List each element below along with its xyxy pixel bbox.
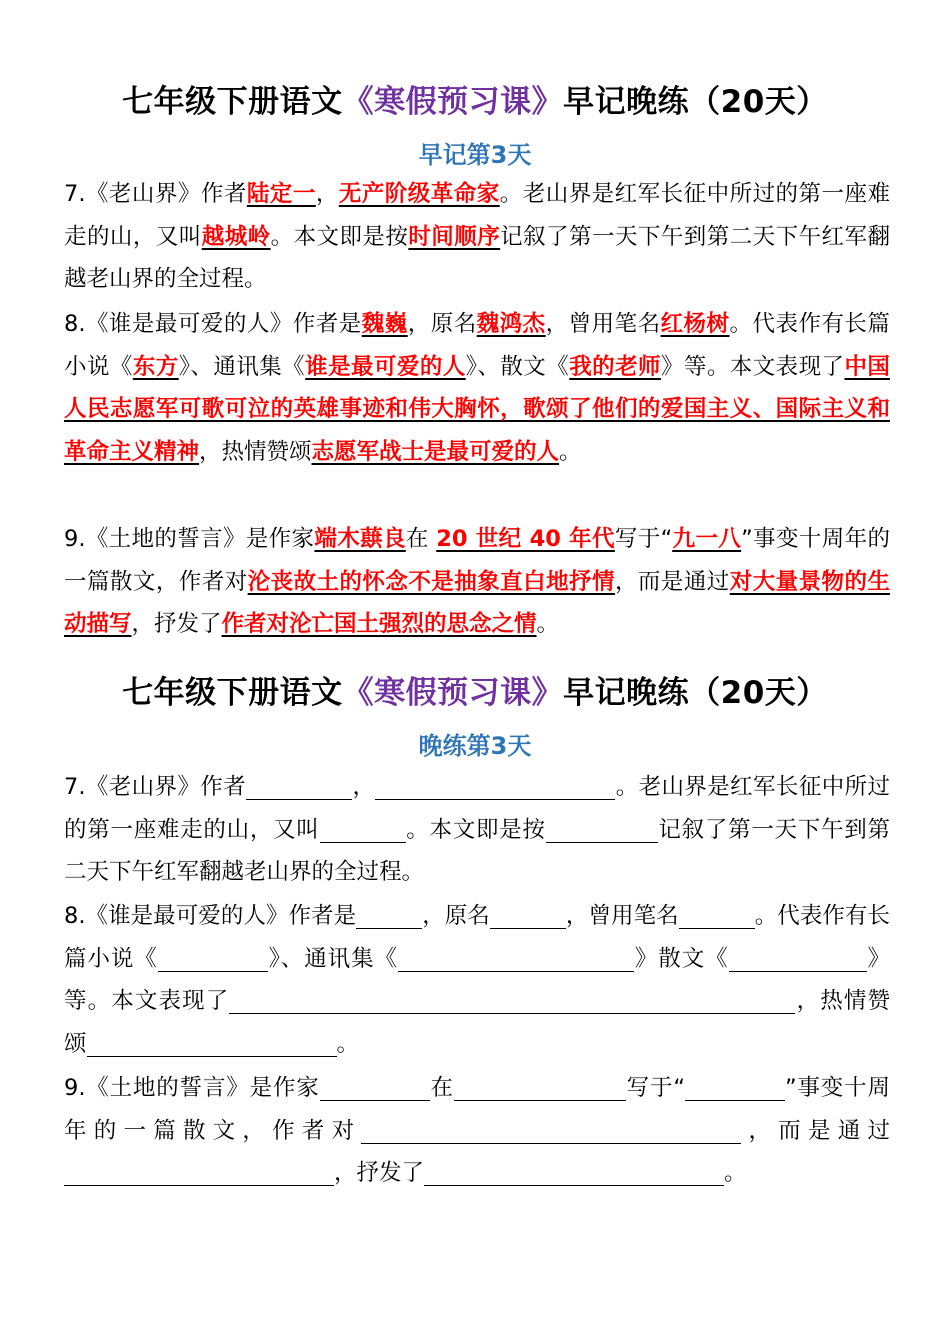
text: 。本文即是按 (270, 223, 409, 250)
answer-blank[interactable] (679, 902, 755, 929)
title-prefix: 七年级下册语文 (122, 675, 343, 711)
answer: 我的老师 (569, 353, 661, 380)
page-title (0, 76, 950, 121)
evening-question-9 (64, 1067, 890, 1195)
answer: 越城岭 (201, 223, 271, 250)
text: 9.《土地的誓言》是作家 (64, 1075, 320, 1101)
answer: 作者对沦亡国土强烈的思念之情 (221, 611, 537, 637)
answer: 魏巍 (361, 311, 408, 337)
text: ，曾用笔名 (545, 311, 661, 337)
title-prefix: 七年级下册语文 (122, 84, 343, 120)
title-course: 《寒假预习课》 (342, 675, 564, 711)
answer-blank[interactable] (454, 1074, 626, 1101)
text: ”事变十周年的一篇散文，作者对 (64, 526, 890, 595)
text: 》等。本文表现了 (64, 945, 890, 1014)
text: ，抒发了 (131, 611, 222, 637)
text: ， (315, 181, 339, 207)
text: 。 (724, 1160, 747, 1186)
title-course: 《寒假预习课》 (342, 84, 564, 120)
answer-blank[interactable] (490, 902, 566, 929)
answer-blank[interactable] (424, 1159, 724, 1186)
answer-blank[interactable] (398, 945, 634, 972)
answer: 20 世纪 40 年代 (436, 526, 615, 552)
morning-question-7 (64, 173, 890, 301)
answer: 对大量景物的生动描写 (64, 568, 890, 637)
answer-blank[interactable] (659, 987, 795, 1014)
text: 》、通讯集《 (178, 353, 306, 380)
text: 。老山界是红军长征中所过的第一座难走的山，又叫 (64, 181, 890, 250)
text: 。代表作有长篇小说《 (64, 311, 890, 380)
text: 。老山界是红军长征中所过的第一座难走的山，又叫 (64, 774, 890, 843)
title-suffix: 早记晚练（20天） (563, 84, 828, 120)
answer-blank[interactable] (158, 945, 268, 972)
answer-blank[interactable] (246, 773, 352, 800)
text: ，原名 (407, 311, 477, 337)
text: ，抒发了 (334, 1160, 425, 1186)
text: 在 (405, 526, 437, 552)
page-title-2 (0, 667, 950, 712)
answer-blank[interactable] (320, 1074, 430, 1101)
text: ”事变十周年的一篇散文，作者对 (64, 1075, 890, 1144)
answer: 时间顺序 (408, 223, 501, 250)
answer-blank[interactable] (229, 987, 659, 1014)
morning-question-9 (64, 518, 890, 646)
text: ，而是通过 (614, 568, 730, 595)
title-suffix: 早记晚练（20天） (563, 675, 828, 711)
text: ，热情赞颂 (64, 988, 890, 1057)
answer: 红杨树 (660, 311, 730, 337)
answer: 谁是最可爱的人 (305, 353, 466, 380)
answer-blank[interactable] (546, 816, 658, 843)
text: 8.《谁是最可爱的人》作者是 (64, 903, 357, 929)
text: ，曾用笔名 (565, 903, 679, 929)
text: 。 (536, 611, 560, 637)
answer-blank[interactable] (87, 1030, 337, 1057)
text: 。 (336, 1030, 360, 1057)
answer: 无产阶级革命家 (338, 181, 500, 207)
text: ，热情赞颂 (199, 438, 312, 465)
text: 。代表作有长篇小说《 (64, 903, 890, 972)
text: 在 (429, 1075, 454, 1101)
answer: 端木蕻良 (314, 526, 406, 552)
answer: 陆定一 (246, 181, 316, 207)
answer: 志愿军战士是最可爱的人 (311, 438, 560, 465)
text: ， (352, 774, 376, 800)
answer: 中国人民志愿军可歌可泣的英雄事迹和伟大胸怀，歌颂了他们的爱国主义、国际主义和革命主义精神 (64, 353, 890, 465)
text: 》、通讯集《 (267, 945, 398, 972)
answer: 魏鸿杰 (476, 311, 546, 337)
text: 8.《谁是最可爱的人》作者是 (64, 311, 362, 337)
text: 》、散文《 (465, 353, 570, 380)
answer: 沦丧故土的怀念不是抽象直白地抒情 (247, 568, 615, 595)
answer-blank[interactable] (64, 1159, 334, 1186)
answer: 九一八 (672, 526, 742, 552)
text: 》等。本文表现了 (660, 353, 845, 380)
text: 记叙了第一天下午到第二天下午红军翻越老山界的全过程。 (64, 816, 890, 885)
text: 。 (559, 438, 582, 465)
text: 》散文《 (633, 945, 729, 972)
text: 。本文即是按 (405, 816, 546, 843)
text: ，而是通过 (741, 1117, 890, 1144)
evening-question-7 (64, 766, 890, 894)
answer-blank[interactable] (685, 1074, 785, 1101)
text: 写于“ (614, 526, 673, 552)
morning-question-8 (64, 303, 890, 473)
answer-blank[interactable] (361, 1117, 741, 1144)
answer-blank[interactable] (320, 816, 406, 843)
text: 7.《老山界》作者 (64, 181, 247, 207)
text: 写于“ (625, 1075, 685, 1101)
answer-blank[interactable] (356, 902, 422, 929)
answer: 东方 (132, 353, 179, 380)
evening-question-8 (64, 895, 890, 1065)
text: 9.《土地的誓言》是作家 (64, 526, 315, 552)
section-heading-evening: 晚练第3天 (418, 732, 532, 760)
section-heading-morning: 早记第3天 (418, 141, 532, 169)
answer-blank[interactable] (375, 773, 615, 800)
answer-blank[interactable] (729, 945, 867, 972)
text: 7.《老山界》作者 (64, 774, 247, 800)
text: ，原名 (422, 903, 490, 929)
text: 记叙了第一天下午到第二天下午红军翻越老山界的全过程。 (64, 223, 890, 292)
